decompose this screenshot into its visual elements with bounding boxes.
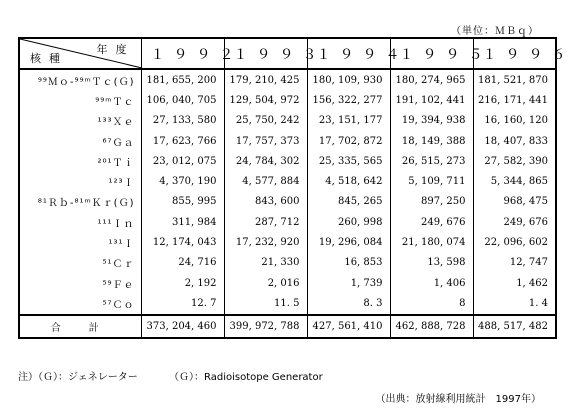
value-cell: 2, 192 xyxy=(141,273,224,293)
table-row xyxy=(19,151,556,171)
value-cell: 17, 623, 766 xyxy=(141,131,224,151)
row-axis-label: 核種 xyxy=(30,52,68,65)
table-row xyxy=(19,90,556,110)
unit-label: （単位：ＭＢｑ） xyxy=(451,26,539,37)
table-row xyxy=(19,131,556,151)
value-cell: 26, 515, 273 xyxy=(390,151,473,171)
value-cell: 156, 322, 277 xyxy=(307,90,390,110)
value-cell: 18, 149, 388 xyxy=(390,131,473,151)
value-cell: 1, 462 xyxy=(473,273,556,293)
value-cell: 17, 757, 373 xyxy=(224,131,307,151)
nuclide-cell: ¹³³Ｘｅ xyxy=(19,111,141,131)
value-cell: 180, 109, 930 xyxy=(307,69,390,90)
value-cell: 260, 998 xyxy=(307,212,390,232)
value-cell: 25, 335, 565 xyxy=(307,151,390,171)
nuclide-cell: ²⁰¹Ｔｉ xyxy=(19,151,141,171)
value-cell: 181, 521, 870 xyxy=(473,69,556,90)
table-row xyxy=(19,171,556,191)
value-cell: 23, 012, 075 xyxy=(141,151,224,171)
value-cell: 18, 407, 833 xyxy=(473,131,556,151)
value-cell: 249, 676 xyxy=(390,212,473,232)
value-cell: 129, 504, 972 xyxy=(224,90,307,110)
value-cell: 897, 250 xyxy=(390,192,473,212)
table-row xyxy=(19,253,556,273)
value-cell: 287, 712 xyxy=(224,212,307,232)
total-row xyxy=(19,315,556,338)
table-row xyxy=(19,111,556,131)
year-header: １９９５ xyxy=(390,38,473,69)
value-cell: 4, 370, 190 xyxy=(141,171,224,191)
value-cell: 12, 747 xyxy=(473,253,556,273)
value-cell: 27, 582, 390 xyxy=(473,151,556,171)
year-header: １９９４ xyxy=(307,38,390,69)
source-citation: （出典：放射線利用統計 1997年） xyxy=(375,394,541,405)
footnote-english: （Ｇ）：Radioisotope Generator xyxy=(169,372,323,383)
radioisotope-table xyxy=(18,37,575,339)
nuclide-cell: ¹²³Ｉ xyxy=(19,171,141,191)
total-cell: 488, 517, 482 xyxy=(473,315,556,338)
value-cell: 4, 577, 884 xyxy=(224,171,307,191)
value-cell: 13, 598 xyxy=(390,253,473,273)
table-row xyxy=(19,273,556,293)
value-cell: 17, 702, 872 xyxy=(307,131,390,151)
column-axis-label: 年度 xyxy=(96,43,135,56)
nuclide-cell: ⁸¹Ｒｂ-⁸¹ᵐＫｒ(Ｇ) xyxy=(19,192,141,212)
value-cell: 12. 7 xyxy=(141,293,224,314)
value-cell: 843, 600 xyxy=(224,192,307,212)
table-row xyxy=(19,232,556,252)
value-cell: 968, 475 xyxy=(473,192,556,212)
total-cell: 373, 204, 460 xyxy=(141,315,224,338)
value-cell: 17, 232, 920 xyxy=(224,232,307,252)
year-header: １９９２ xyxy=(141,38,224,69)
value-cell: 1, 739 xyxy=(307,273,390,293)
value-cell: 4, 518, 642 xyxy=(307,171,390,191)
table-row xyxy=(19,192,556,212)
nuclide-cell: ⁵⁷Ｃｏ xyxy=(19,293,141,314)
value-cell: 5, 109, 711 xyxy=(390,171,473,191)
table-row xyxy=(19,69,556,90)
value-cell: 5, 344, 865 xyxy=(473,171,556,191)
value-cell: 12, 174, 043 xyxy=(141,232,224,252)
header-corner-cell xyxy=(19,38,141,69)
nuclide-cell: ⁵¹Ｃｒ xyxy=(19,253,141,273)
value-cell: 8. 3 xyxy=(307,293,390,314)
value-cell: 311, 984 xyxy=(141,212,224,232)
nuclide-cell: ⁹⁹Ｍｏ-⁹⁹ᵐＴｃ(Ｇ) xyxy=(19,69,141,90)
footnote-japanese: 注）（Ｇ）：ジェネレーター xyxy=(18,372,138,383)
table-row xyxy=(19,212,556,232)
nuclide-cell: ¹³¹Ｉ xyxy=(19,232,141,252)
nuclide-cell: ¹¹¹Ｉｎ xyxy=(19,212,141,232)
value-cell: 21, 180, 074 xyxy=(390,232,473,252)
value-cell: 2, 016 xyxy=(224,273,307,293)
value-cell: 855, 995 xyxy=(141,192,224,212)
value-cell: 24, 716 xyxy=(141,253,224,273)
value-cell: 191, 102, 441 xyxy=(390,90,473,110)
value-cell: 25, 750, 242 xyxy=(224,111,307,131)
total-label: 合計 xyxy=(19,315,141,338)
nuclide-cell: ⁶⁷Ｇａ xyxy=(19,131,141,151)
value-cell: 216, 171, 441 xyxy=(473,90,556,110)
value-cell: 22, 096, 602 xyxy=(473,232,556,252)
value-cell: 11. 5 xyxy=(224,293,307,314)
value-cell: 106, 040, 705 xyxy=(141,90,224,110)
value-cell: 21, 330 xyxy=(224,253,307,273)
value-cell: 24, 784, 302 xyxy=(224,151,307,171)
value-cell: 1. 4 xyxy=(473,293,556,314)
header-row xyxy=(19,38,556,69)
year-header: １９９６ xyxy=(473,38,556,69)
total-cell: 399, 972, 788 xyxy=(224,315,307,338)
value-cell: 23, 151, 177 xyxy=(307,111,390,131)
value-cell: 27, 133, 580 xyxy=(141,111,224,131)
value-cell: 16, 853 xyxy=(307,253,390,273)
total-cell: 427, 561, 410 xyxy=(307,315,390,338)
value-cell: 16, 160, 120 xyxy=(473,111,556,131)
table-row xyxy=(19,293,556,314)
year-header: １９９３ xyxy=(224,38,307,69)
footnote xyxy=(18,368,351,383)
value-cell: 179, 210, 425 xyxy=(224,69,307,90)
nuclide-cell: ⁵⁹Ｆｅ xyxy=(19,273,141,293)
value-cell: 249, 676 xyxy=(473,212,556,232)
value-cell: 1, 406 xyxy=(390,273,473,293)
value-cell: 19, 296, 084 xyxy=(307,232,390,252)
value-cell: 8 xyxy=(390,293,473,314)
nuclide-cell: ⁹⁹ᵐＴｃ xyxy=(19,90,141,110)
total-cell: 462, 888, 728 xyxy=(390,315,473,338)
value-cell: 845, 265 xyxy=(307,192,390,212)
value-cell: 19, 394, 938 xyxy=(390,111,473,131)
value-cell: 180, 274, 965 xyxy=(390,69,473,90)
value-cell: 181, 655, 200 xyxy=(141,69,224,90)
